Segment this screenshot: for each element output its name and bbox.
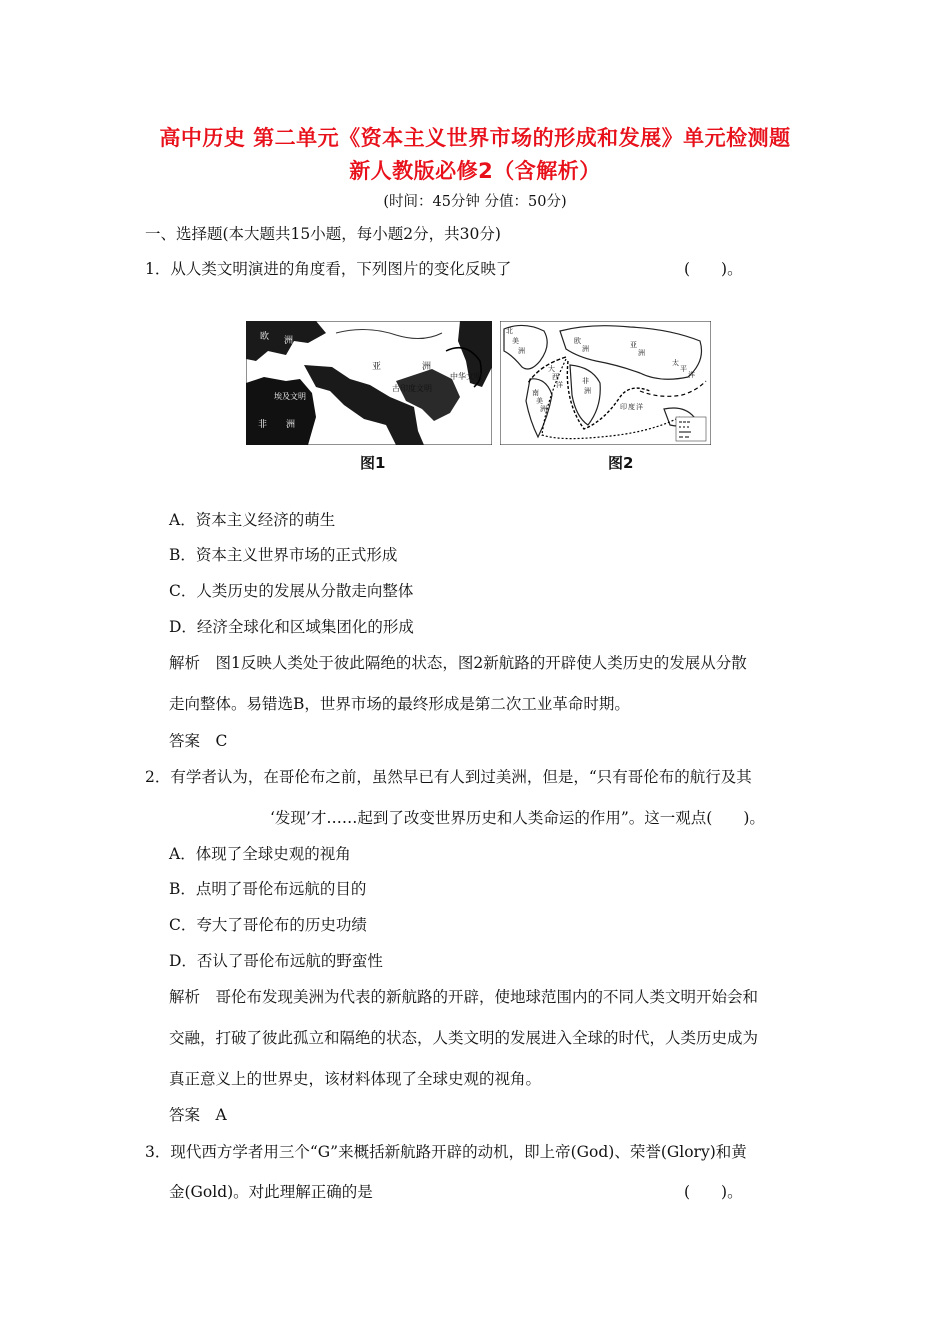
fig1-label-china: 中华文明 bbox=[450, 372, 482, 381]
fig1-label-africa-1: 非 bbox=[258, 420, 268, 430]
q1-analysis-line1: 解析 图1反映人类处于彼此隔绝的状态，图2新航路的开辟使人类历史的发展从分散 bbox=[169, 654, 747, 672]
document-title-line1: 高中历史 第二单元《资本主义世界市场的形成和发展》单元检测题 bbox=[159, 126, 791, 150]
fig2-label-13: 洋 bbox=[556, 381, 563, 389]
fig2-label-11: 大 bbox=[548, 365, 555, 373]
fig2-label-18: 洲 bbox=[540, 405, 547, 413]
figure-2-caption: 图2 bbox=[608, 454, 634, 472]
fig2-label-4: 欧 bbox=[574, 337, 581, 345]
fig2-label-16: 南 bbox=[532, 389, 539, 397]
q1-option-d: D．经济全球化和区域集团化的形成 bbox=[169, 618, 414, 636]
exam-meta: (时间：45分钟 分值：50分) bbox=[383, 194, 567, 210]
fig2-label-10: 洋 bbox=[688, 371, 695, 379]
section-heading: 一、选择题(本大题共15小题，每小题2分，共30分) bbox=[145, 225, 501, 243]
fig1-label-africa-2: 洲 bbox=[286, 420, 296, 430]
fig2-label-9: 平 bbox=[680, 365, 687, 373]
q2-option-b: B．点明了哥伦布远航的目的 bbox=[169, 880, 367, 898]
fig1-label-india: 古印度文明 bbox=[392, 384, 432, 393]
fig2-label-3: 洲 bbox=[518, 347, 525, 355]
fig2-label-21: 洋 bbox=[636, 403, 643, 411]
q2-option-d: D．否认了哥伦布远航的野蛮性 bbox=[169, 952, 383, 970]
fig2-label-7: 洲 bbox=[638, 349, 645, 357]
q1-answer: 答案 C bbox=[169, 732, 228, 750]
fig2-label-1: 北 bbox=[506, 327, 513, 335]
fig2-label-19: 印 bbox=[620, 403, 627, 411]
fig1-label-asia-2: 洲 bbox=[422, 362, 432, 372]
fig2-label-15: 洲 bbox=[584, 387, 591, 395]
fig2-label-17: 美 bbox=[536, 397, 543, 405]
figure-1-caption: 图1 bbox=[360, 454, 386, 472]
fig2-label-14: 非 bbox=[582, 377, 589, 385]
fig2-label-8: 太 bbox=[672, 359, 679, 367]
fig2-label-6: 亚 bbox=[630, 341, 637, 349]
q3-stem-line1: 3．现代西方学者用三个“G”来概括新航路开辟的动机，即上帝(God)、荣誉(Glory)和黄 bbox=[145, 1143, 747, 1161]
fig2-label-2: 美 bbox=[512, 337, 519, 345]
figure-2-map bbox=[500, 321, 711, 445]
fig2-label-12: 西 bbox=[552, 373, 559, 381]
q3-answer-blank: ( )。 bbox=[684, 1183, 743, 1201]
q2-answer: 答案 A bbox=[169, 1106, 227, 1124]
q2-analysis-line2: 交融，打破了彼此孤立和隔绝的状态，人类文明的发展进入全球的时代，人类历史成为 bbox=[169, 1029, 759, 1047]
q2-option-c: C．夸大了哥伦布的历史功绩 bbox=[169, 916, 367, 934]
document-title-line2: 新人教版必修2（含解析） bbox=[349, 159, 601, 183]
q2-option-a: A．体现了全球史观的视角 bbox=[169, 845, 351, 863]
fig1-label-europe-2: 洲 bbox=[284, 336, 294, 346]
q2-analysis-line1: 解析 哥伦布发现美洲为代表的新航路的开辟，使地球范围内的不同人类文明开始会和 bbox=[169, 988, 759, 1006]
q2-stem-line2: ‘发现’才……起到了改变世界历史和人类命运的作用”。这一观点( )。 bbox=[270, 809, 765, 827]
q2-stem-line1: 2．有学者认为，在哥伦布之前，虽然早已有人到过美洲，但是，“只有哥伦布的航行及其 bbox=[145, 768, 752, 786]
q2-analysis-line3: 真正意义上的世界史，该材料体现了全球史观的视角。 bbox=[169, 1070, 542, 1088]
figure-1-map bbox=[246, 321, 492, 445]
q1-answer-blank: ( )。 bbox=[684, 260, 743, 278]
q1-stem: 1．从人类文明演进的角度看，下列图片的变化反映了 bbox=[145, 260, 512, 278]
q3-stem-line2: 金(Gold)。对此理解正确的是 bbox=[169, 1183, 373, 1201]
q1-option-b: B．资本主义世界市场的正式形成 bbox=[169, 546, 398, 564]
q1-option-a: A．资本主义经济的萌生 bbox=[169, 511, 336, 529]
q1-option-c: C．人类历史的发展从分散走向整体 bbox=[169, 582, 414, 600]
fig1-label-egypt: 埃及文明 bbox=[274, 392, 306, 401]
fig1-label-europe-1: 欧 bbox=[260, 332, 270, 342]
fig1-label-asia-1: 亚 bbox=[372, 362, 382, 372]
fig2-label-20: 度 bbox=[628, 403, 635, 411]
fig2-label-5: 洲 bbox=[582, 345, 589, 353]
q1-analysis-line2: 走向整体。易错选B，世界市场的最终形成是第二次工业革命时期。 bbox=[169, 695, 630, 713]
